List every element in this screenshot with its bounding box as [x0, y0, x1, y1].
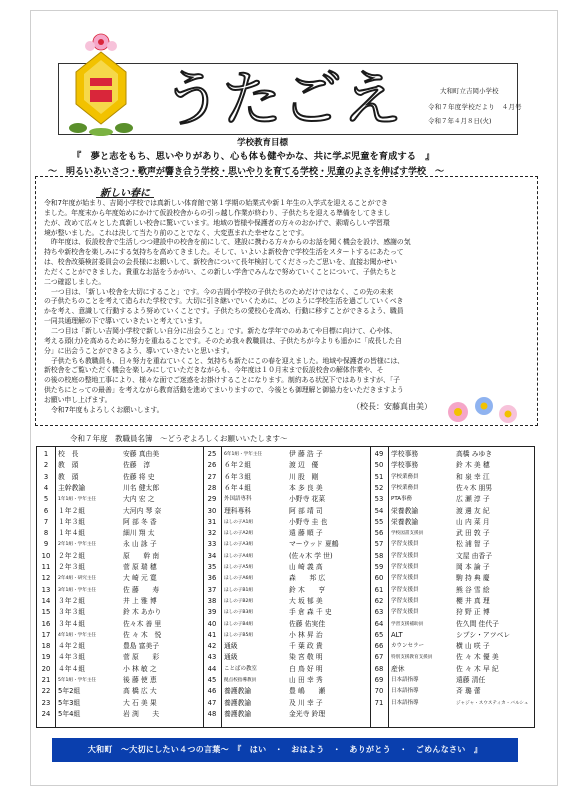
staff-role: ６年２組 [224, 461, 252, 470]
staff-name: 佐々木 朋男 [456, 483, 493, 492]
staff-role: ほしの子B2組 [224, 598, 254, 604]
staff-role: ほしの子B5組 [224, 632, 254, 638]
staff-role: 日本語指導 [391, 677, 419, 683]
letter-line: 考える頭(力)を高めるために努力を重ねることです。そのため我々教職員は、子供たちが今よりも遥かに「成長した自 [44, 336, 402, 345]
staff-name: (佐々木 学 世) [289, 551, 333, 560]
staff-name: 及 川 幸 子 [289, 698, 323, 707]
staff-number: 42 [207, 642, 217, 651]
staff-number: 10 [41, 551, 51, 560]
staff-number: 52 [374, 483, 384, 492]
staff-name: 染 宮 敬 明 [289, 653, 323, 662]
staff-table-title: 令和７年度 教職員名簿 ～どうぞよろしくお願いいたします～ [70, 434, 288, 443]
letter-line: 昨年度は、仮設校舎で生活しつつ建設中の校舎を前にして、建設に携わる方々からのお話を聞く機会を設け、感謝の気 [51, 238, 411, 247]
staff-role: 産休 [391, 664, 405, 673]
staff-role: 養護教諭 [224, 698, 252, 707]
staff-name: 鈴 木 亨 [289, 585, 326, 594]
staff-role: 学校事務 [391, 450, 419, 458]
staff-role: 通級 [224, 642, 238, 651]
staff-name: 岩 渕 夫 [123, 709, 160, 718]
staff-name: 岡 本 論 子 [456, 563, 490, 571]
staff-number: 58 [374, 551, 384, 560]
staff-name: 阿 部 冬 香 [123, 517, 157, 526]
staff-name: 佐 々 木 優 美 [456, 653, 499, 662]
staff-number: 8 [43, 529, 49, 538]
staff-role: 養護教諭 [224, 687, 252, 696]
staff-number: 61 [374, 585, 384, 594]
staff-role: ほしの子A3組 [224, 542, 254, 548]
staff-name: 山 田 幸 秀 [289, 676, 323, 684]
staff-role: 学校事務 [391, 461, 419, 470]
staff-number: 17 [41, 630, 51, 639]
staff-name: 遠藤 清任 [456, 676, 486, 684]
staff-number: 20 [41, 664, 51, 673]
staff-name: 佐藤 淳 [123, 461, 151, 470]
staff-role: ほしの子B3組 [224, 610, 254, 616]
staff-role: 学習支援員 [391, 586, 419, 593]
staff-role: 栄養教諭 [391, 517, 419, 526]
staff-number: 22 [41, 687, 51, 696]
title-text: うたごえ [162, 65, 402, 132]
staff-number: 68 [374, 664, 384, 673]
staff-role: ２年３組 [58, 563, 86, 571]
staff-name: 大 石 美 果 [123, 698, 157, 707]
letter-line: 一つ目は、「新しい校舎を大切にすること」です。今の吉岡小学校の子供たちのためだけではなく、この先の未来 [51, 287, 394, 296]
school-name: 大和町立吉岡小学校 [440, 87, 499, 95]
staff-number: 39 [207, 608, 217, 617]
staff-role: ３年２組 [58, 596, 86, 605]
staff-name: 高 橋 広 大 [123, 687, 157, 696]
staff-name: 大 崎 元 寛 [123, 574, 157, 583]
staff-name: 遠 藤 順 子 [289, 529, 323, 538]
staff-name: 井 上 雅 博 [123, 596, 157, 605]
staff-number: 36 [207, 574, 217, 583]
staff-name: 菅 原 瑞 穂 [123, 563, 157, 571]
staff-number: 2 [43, 461, 49, 470]
staff-name: ジャジャ・スウスティカ・バルシュ [456, 700, 529, 706]
staff-name: 佐 々 木 早 紀 [456, 664, 499, 673]
staff-name: 本 多 良 美 [289, 483, 323, 492]
staff-name: 狩 野 正 博 [456, 608, 490, 617]
staff-role: 学校業務員 [391, 484, 419, 491]
staff-name: 佐々木 善 里 [123, 619, 162, 628]
number-divider [55, 447, 56, 727]
staff-role: ４年４組 [58, 664, 86, 673]
staff-role: 養護教諭 [224, 709, 252, 718]
staff-name: 大河内 琴 奈 [123, 506, 162, 515]
staff-name: 渡 邊 友 紀 [456, 506, 490, 515]
letter-line: ました。年度末から年度始めにかけて仮設校舎からの引っ越し作業が終わり、子供たちを迎える準備をしてきまし [44, 208, 391, 217]
staff-number: 65 [374, 630, 384, 639]
staff-name: 横 山 咲 子 [456, 642, 490, 651]
staff-name: 手 倉 森 千 史 [289, 608, 332, 617]
staff-name: 櫻 井 真 理 [456, 596, 490, 605]
staff-number: 13 [41, 585, 51, 594]
staff-number: 57 [374, 540, 384, 549]
staff-role: ALT [391, 630, 403, 639]
letter-line: 分」に出会うことができるよう、導いていきたいと思います。 [44, 346, 234, 355]
staff-role: ４年２組 [58, 642, 86, 651]
staff-role: ほしの子A4組 [224, 553, 254, 559]
staff-name: 細川 翔 太 [123, 529, 155, 538]
staff-number: 16 [41, 619, 51, 628]
letter-line: 持ちや新校舎を楽しみにする気持ちを高めてきました。そして、いよいよ新校舎で学校生活をスタートするにあたって [44, 248, 404, 257]
issue-label: 令和７年度学校だより ４月号 [428, 103, 522, 111]
letter-title-underline [96, 197, 154, 198]
staff-number: 15 [41, 608, 51, 617]
staff-number: 43 [207, 653, 217, 662]
staff-name: 原 幹 南 [123, 551, 160, 560]
staff-number: 48 [207, 709, 217, 718]
staff-name: 川名 健太郎 [123, 483, 160, 492]
goal-sub: ～ 明るいあいさつ・歌声が響き合う学校・思いやりを育てる学校・児童のよさを伸ばす学校 ～ [48, 167, 445, 177]
staff-role: 学習支援補助員 [391, 621, 424, 627]
staff-role: ほしの子A2組 [224, 531, 254, 537]
staff-number: 56 [374, 529, 384, 538]
staff-number: 30 [207, 506, 217, 515]
staff-number: 45 [207, 676, 217, 684]
newsletter-title [158, 60, 403, 132]
staff-role: 主幹教諭 [58, 483, 86, 492]
staff-role: 4年1組・学年主任 [58, 632, 97, 638]
staff-number: 5 [43, 495, 49, 504]
staff-role: 外国語専科 [224, 496, 252, 503]
staff-name: 川 股 剛 [289, 472, 319, 481]
staff-role: 学校図書支援員 [391, 531, 424, 537]
staff-name: 安藤 真由美 [123, 450, 160, 458]
staff-name: 斉 璐 蕾 [456, 687, 481, 696]
staff-name: 白 鳥 好 明 [289, 664, 323, 673]
staff-number: 50 [374, 461, 384, 470]
footer-text: 大和町 ～大切にしたい４つの言葉～ 『 はい ・ おはよう ・ ありがとう ・ ごめんなさい 』 [87, 745, 483, 754]
staff-table [36, 446, 535, 728]
letter-line: 供たちにとっての最善」を考えながら教育活動を進めてまいりますので、今後とも御理解と御協力をいただきますよう [44, 386, 404, 395]
flower-decoration-icon [438, 392, 528, 426]
staff-role: 校 長 [58, 450, 79, 458]
staff-number: 41 [207, 630, 217, 639]
staff-number: 26 [207, 461, 217, 470]
letter-line: の子供たちのことを考えて造られた学校です。大切に引き継いでいくために、どのように学校生活を過ごしていくべき [44, 297, 404, 306]
letter-line: 境が整いました。これは決して当たり前のことでなく、大変恵まれた幸せなことです。 [44, 228, 309, 237]
staff-number: 60 [374, 574, 384, 583]
letter-line: お願い申し上げます。 [44, 395, 112, 404]
staff-name: 広 瀬 淳 子 [456, 495, 490, 504]
staff-role: 理科専科 [224, 506, 252, 515]
staff-role: ほしの子B4組 [224, 621, 254, 627]
staff-role: PTA事務 [391, 496, 413, 503]
staff-number: 47 [207, 698, 217, 707]
staff-name: 佐久間 佳代子 [456, 619, 499, 628]
staff-role: 特別支援教育支援員 [391, 655, 433, 661]
staff-name: 小 林 敏 之 [123, 664, 157, 673]
staff-name: 佐藤 将 史 [123, 472, 155, 481]
staff-number: 53 [374, 495, 384, 504]
staff-number: 46 [207, 687, 217, 696]
staff-role: 栄養教諭 [391, 506, 419, 515]
staff-role: 学習支援員 [391, 609, 419, 616]
staff-role: ほしの子A5組 [224, 565, 254, 570]
staff-role: ４年３組 [58, 653, 86, 662]
letter-line: かを考え、意識して行動するよう努めていくことです。子供たちの愛校心を高め、行動に移すことができるよう、職員 [44, 307, 404, 316]
staff-role: 6年1組・学年主任 [224, 452, 263, 457]
staff-number: 14 [41, 596, 51, 605]
letter-line: 令和7年度もよろしくお願いします。 [51, 405, 164, 414]
staff-name: 山 内 菜 月 [456, 517, 490, 526]
staff-number: 23 [41, 698, 51, 707]
letter-line: 子供たちも教職員も、日々努力を重ねていくこと、気持ちも新たにこの春を迎えました。地域や保護者の皆様には、 [51, 356, 404, 365]
staff-role: 学習支援員 [391, 541, 419, 548]
staff-name: 森 邦 広 [289, 574, 326, 583]
staff-name: 阿 部 靖 司 [289, 506, 323, 515]
letter-line: 二つ目は「新しい吉岡小学校で新しい自分に出会うこと」です。新たな学年でのめあてや目標に向けて、心や体、 [51, 326, 397, 335]
staff-role: 5年3組 [58, 698, 81, 707]
staff-number: 21 [41, 676, 51, 684]
staff-role: 1年1組・学年主任 [58, 497, 97, 503]
staff-role: 学習支援員 [391, 597, 419, 604]
staff-number: 1 [43, 450, 49, 458]
staff-number: 62 [374, 596, 384, 605]
staff-number: 24 [41, 709, 51, 718]
staff-name: 金光寺 鈴理 [289, 709, 326, 718]
school-emblem-icon [68, 28, 134, 138]
staff-number: 55 [374, 517, 384, 526]
staff-name: 鈴 木 あかり [123, 608, 162, 617]
letter-line: 一同共通理解の下で導いていきたいと考えています。 [44, 317, 207, 326]
staff-role: 学習支援員 [391, 575, 419, 582]
staff-role: 2年4組・研究主任 [58, 576, 97, 582]
staff-number: 67 [374, 653, 384, 662]
staff-number: 69 [374, 676, 384, 684]
staff-name: 駒 持 典 慶 [456, 574, 490, 583]
staff-role: 5年2組 [58, 687, 81, 696]
letter-title: 新しい春に [100, 188, 150, 199]
staff-number: 4 [43, 483, 49, 492]
letter-line: たが、改めて広々とした真新しい校舎に驚いています。地域の皆様や保護者の方々のおかげで、素晴らしい学習環 [44, 218, 390, 227]
staff-number: 35 [207, 563, 217, 571]
number-divider [388, 447, 389, 727]
staff-name: 文屋 由香子 [456, 551, 493, 560]
staff-role: 日本語指導 [391, 699, 419, 706]
staff-name: 小 林 昇 治 [289, 630, 323, 639]
staff-name: 佐 々 木 悦 [123, 630, 162, 639]
staff-role: ６年３組 [224, 472, 252, 481]
staff-number: 11 [41, 563, 51, 571]
staff-number: 37 [207, 585, 217, 594]
staff-role: ほしの子A1組 [224, 519, 254, 525]
staff-name: 永 山 詠 子 [123, 540, 157, 549]
staff-role: ３年３組 [58, 608, 86, 617]
staff-number: 66 [374, 642, 384, 651]
staff-number: 31 [207, 517, 217, 526]
staff-role: 5年1組・学年主任 [58, 678, 97, 683]
staff-number: 32 [207, 529, 217, 538]
staff-number: 51 [374, 472, 384, 481]
letter-body [44, 199, 530, 416]
staff-number: 27 [207, 472, 217, 481]
staff-name: 鈴 木 美 穂 [456, 461, 490, 470]
staff-number: 29 [207, 495, 217, 504]
staff-role: ３年４組 [58, 619, 86, 628]
staff-number: 64 [374, 619, 384, 628]
staff-role: ２年２組 [58, 551, 86, 560]
letter-signature: （校長：安藤真由美） [352, 402, 432, 411]
staff-name: 大 坂 郁 美 [289, 596, 323, 605]
staff-number: 34 [207, 551, 217, 560]
staff-name: 高橋 みゆき [456, 450, 493, 458]
letter-line: 令和7年度が始まり、吉岡小学校では真新しい体育館で第１学期の始業式や新１年生の入学式を迎えることができ [44, 199, 388, 207]
letter-line: 新校舎をご覧いただく機会を楽しみにしていただきながらも、今年度は１０月末まで仮設校舎の解体作業や、そ [44, 366, 384, 375]
staff-name: 渡 辺 優 [289, 461, 319, 470]
staff-number: 44 [207, 664, 217, 673]
staff-name: 豊 嶋 瀬 [289, 687, 326, 696]
staff-name: 菅 原 彩 [123, 653, 160, 662]
staff-number: 54 [374, 506, 384, 515]
staff-name: 和 泉 幸 江 [456, 472, 490, 481]
staff-number: 38 [207, 596, 217, 605]
staff-name: 豊島 富美子 [123, 642, 160, 651]
staff-number: 9 [43, 540, 49, 549]
staff-number: 33 [207, 540, 217, 549]
staff-number: 18 [41, 642, 51, 651]
staff-role: 通級 [224, 653, 238, 662]
staff-role: カウンセラー [391, 643, 425, 650]
staff-number: 70 [374, 687, 384, 696]
staff-name: 熊 谷 雪 絵 [456, 585, 490, 594]
letter-line: ただくことができました。貴重なお話をうかがい、この新しい学舎でみんなで努めていくことについて、子供たちと [44, 267, 397, 276]
staff-number: 63 [374, 608, 384, 617]
staff-number: 3 [43, 472, 49, 481]
letter-line: は、校舎改築検討委員会の会長様にお願いして、新校舎について長年検討してくださったご思いを、直接お聞かせい [44, 258, 397, 267]
staff-number: 49 [374, 450, 384, 458]
staff-name: 武 田 敦 子 [456, 529, 490, 538]
staff-role: １年４組 [58, 529, 86, 538]
staff-role: 教 頭 [58, 472, 79, 481]
staff-number: 19 [41, 653, 51, 662]
staff-name: 大内 宏 之 [123, 495, 155, 504]
staff-number: 25 [207, 450, 217, 458]
staff-name: 後 藤 使 恵 [123, 676, 157, 684]
letter-line: 二つ確認しました。 [44, 277, 106, 286]
staff-role: 5年4組 [58, 709, 81, 718]
staff-name: 小野寺 圭 也 [289, 517, 328, 526]
staff-role: ことばの教室 [224, 665, 258, 672]
staff-number: 71 [374, 698, 384, 707]
staff-role: 学習支援員 [391, 564, 419, 570]
footer-banner [52, 738, 518, 762]
staff-role: ほしの子A6組 [224, 576, 254, 582]
staff-name: シブシ・アツベレ [456, 630, 511, 639]
staff-role: 教 頭 [58, 461, 79, 470]
staff-name: 佐藤 佑実佳 [289, 619, 326, 628]
staff-name: 佐 藤 寿 [123, 585, 160, 594]
staff-role: 3年1組・学年主任 [58, 587, 97, 593]
staff-role: １年２組 [58, 506, 86, 515]
number-divider [221, 447, 222, 727]
staff-name: 千 葉 政 貴 [289, 642, 323, 651]
staff-number: 59 [374, 563, 384, 571]
letter-line: の後の校庭の整地工事により、様々な面でご迷惑をお掛けすることになります。制約ある状況下ではありますが、「子 [44, 376, 400, 385]
staff-number: 40 [207, 619, 217, 628]
staff-number: 6 [43, 506, 49, 515]
goal-heading: 学校教育目標 [237, 138, 289, 148]
staff-name: 小野寺 花菜 [289, 495, 326, 504]
staff-role: 日本語指導 [391, 688, 419, 695]
staff-name: 松 浦 智 子 [456, 540, 490, 549]
staff-role: 拠点校指導教員 [224, 678, 257, 683]
issue-date: 令和７年４月８日(火) [428, 117, 492, 125]
staff-number: 28 [207, 483, 217, 492]
staff-name: マーウッド 夏鶴 [289, 540, 339, 549]
staff-number: 7 [43, 517, 49, 526]
staff-role: ６年４組 [224, 483, 252, 492]
staff-role: 学習支援員 [391, 552, 419, 559]
staff-name: 山 崎 義 高 [289, 563, 323, 571]
staff-role: 2年1組・学年主任 [58, 542, 97, 548]
staff-role: ほしの子B1組 [224, 587, 254, 593]
goal-main: 『 夢と志をもち、思いやりがあり、心も体も健やかな、共に学ぶ児童を育成する 』 [72, 151, 435, 162]
staff-name: 伊 藤 浩 子 [289, 450, 323, 458]
staff-role: 学校業務員 [391, 473, 419, 480]
staff-role: １年３組 [58, 517, 86, 526]
staff-number: 12 [41, 574, 51, 583]
